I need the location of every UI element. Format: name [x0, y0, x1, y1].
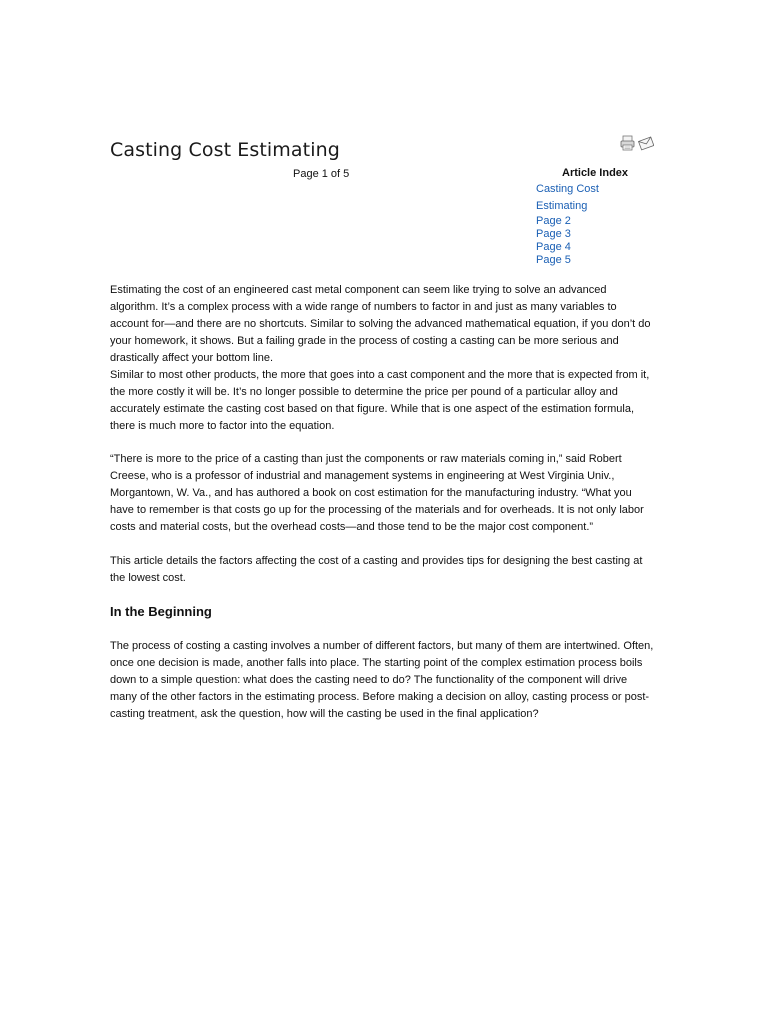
article-index-link-page-3[interactable]: Page 3 — [536, 228, 571, 240]
paragraph-1: Estimating the cost of an engineered cast metal component can seem like trying to solve an advanced algorithm. It’s a complex process with a wide range of numbers to factor in and just as many variables to account for—and there are no shortcuts. Similar to solving the advanced mathematical equation, if you don’t do your homework, it shows. But a failing grade in the process of costing a casting can be more serious and drastically affect your bottom line. — [110, 284, 651, 364]
article-index-item[interactable] — [536, 228, 646, 241]
article-index-link-page-4[interactable]: Page 4 — [536, 241, 571, 253]
summary-paragraph-block — [110, 553, 655, 587]
paragraph-2: Similar to most other products, the more that goes into a cast component and the more that is expected from it, the more costly it will be. It’s no longer possible to determine the price per pound of a particular alloy and accurately estimate the casting cost based on that figure. While that is one aspect of the estimation formula, there is much more to factor into the equation. — [110, 369, 650, 432]
article-index — [536, 167, 646, 267]
quote-paragraph-block — [110, 451, 655, 536]
article-index-item[interactable] — [536, 181, 646, 215]
section-paragraph-block — [110, 638, 655, 723]
article-index-link-page-5[interactable]: Page 5 — [536, 254, 571, 266]
article-index-item[interactable] — [536, 254, 646, 267]
article-index-list — [536, 181, 646, 267]
article-index-item[interactable] — [536, 215, 646, 228]
article-index-heading: Article Index — [562, 167, 629, 179]
email-icon[interactable] — [638, 135, 654, 151]
paragraph-4: This article details the factors affecting the cost of a casting and provides tips for designing the best casting at the lowest cost. — [110, 555, 643, 584]
intro-paragraphs — [110, 282, 655, 435]
paragraph-3: “There is more to the price of a casting than just the components or raw materials coming in,” said Robert Creese, who is a professor of industrial and management systems in engineering at West Virginia Univ., Morgantown, W. Va., and has authored a book on cost estimation for the manufacturing industry. “What you have to remember is that costs go up for the processing of the materials and for overheads. It is not only labor costs and material costs, but the overhead costs—and those tend to be the major cost component.” — [110, 453, 644, 533]
article-tools — [620, 135, 654, 151]
section-heading: In the Beginning — [110, 604, 212, 619]
paragraph-5: The process of costing a casting involves a number of different factors, but many of them are intertwined. Often, once one decision is made, another falls into place. The starting point of the complex estimation process boils down to a simple question: what does the casting need to do? The functionality of the component will drive many of the other factors in the estimating process. Before making a decision on alloy, casting process or post-casting treatment, ask the question, how will the casting be used in the final application? — [110, 640, 654, 720]
article-title: Casting Cost Estimating — [110, 139, 340, 161]
article-index-link-page-1[interactable]: Casting Cost Estimating — [536, 183, 599, 212]
article-index-link-page-2[interactable]: Page 2 — [536, 215, 571, 227]
page-indicator: Page 1 of 5 — [293, 168, 350, 180]
article-index-item[interactable] — [536, 241, 646, 254]
print-icon[interactable] — [620, 135, 636, 151]
